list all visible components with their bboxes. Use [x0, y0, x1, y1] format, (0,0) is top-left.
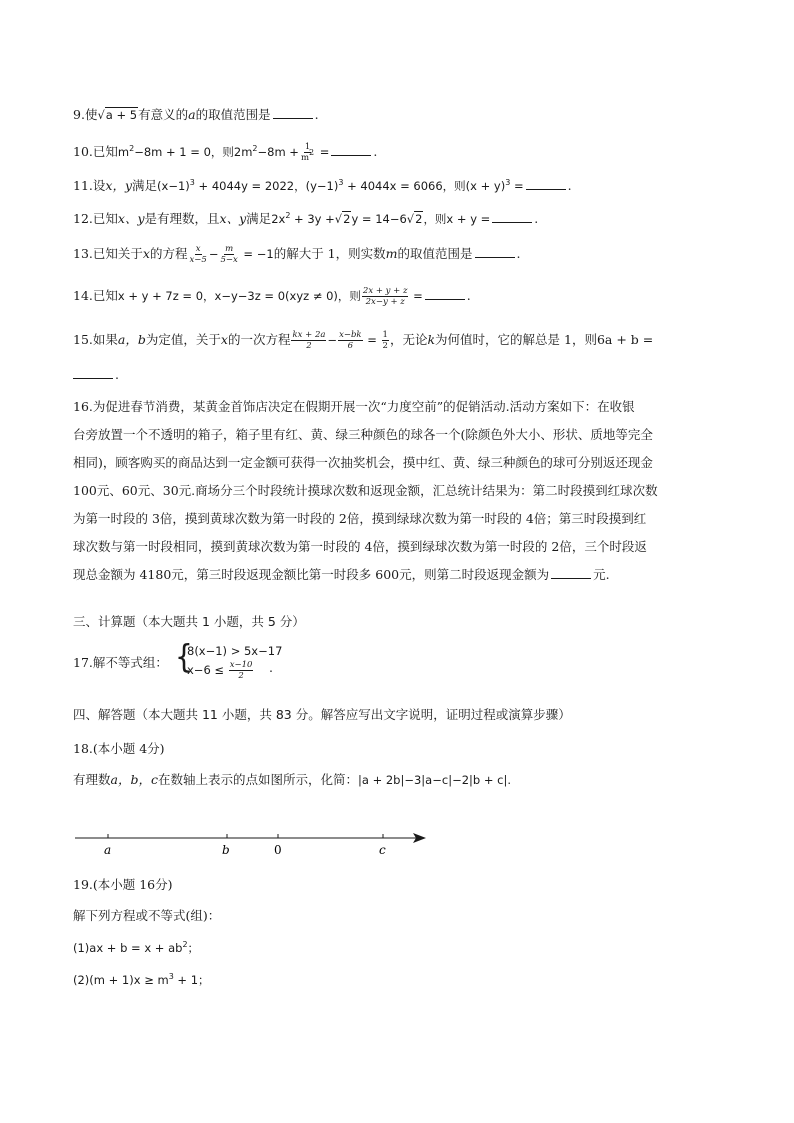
answer-blank[interactable] — [526, 177, 566, 190]
question-11: 11.设x，y满足$(x-1)^3 + 4044y = 2022$，$(y-1)^3 + 4044x = 6066$，则$(x + y)^3$ = . — [73, 178, 572, 193]
answer-blank[interactable] — [273, 106, 313, 119]
question-13: 13.已知关于x的方程 $\frac{x}{x-5}$ − $\frac{m}{5-x}$ = −1的解大于 1，则实数m的取值范围是 . — [73, 244, 521, 265]
answer-blank[interactable] — [492, 210, 532, 223]
question-9: 9.使√a + 5有意义的a的取值范围是 . — [73, 107, 319, 122]
answer-blank[interactable] — [425, 287, 465, 300]
fraction: $\frac{x-10}{2}$ — [229, 660, 253, 681]
fraction: $\frac{1}{2}$ — [382, 330, 388, 351]
question-16: 16.为促进春节消费，某黄金首饰店决定在假期开展一次“力度空前”的促销活动.活动方案如下：在收银 台旁放置一个不透明的箱子，箱子里有红、黄、绿三种颜色的球各一个(除颜色外大小、形状、质地等完全 相同)，顾客购买的商品达到一定金额可获得一次抽奖机会，摸中红、黄、绿三种颜色的球可分别返还现金 100元、60元、30元.商场分三个时段统计摸球次数和返现金额，汇总统计结果为：第二时段摸到红球次数 为第一时段的 3倍，摸到黄球次数为第一时段的 2倍，摸到绿球次数为第一时段的 4倍；第三时段摸到红 球次数与第一时段相同，摸到黄球次数为第一时段的 4倍，摸到绿球次数为第一时段的 2倍，三个时段返 现总金额为 4180元，第三时段返现金额比第一时段多 600元，则第二时段返现金额为 元. — [73, 399, 658, 582]
question-19-heading: 19.(本小题 16分) — [73, 877, 173, 892]
question-19-part-1: $(1)ax + b = x + ab^2$； — [73, 940, 200, 955]
label-0: 0 — [274, 843, 282, 857]
fraction: $\frac{kx + 2a}{2}$ — [292, 330, 326, 351]
exam-page: 9.使√a + 5有意义的a的取值范围是 . 10.已知$m^2-8m + 1 = 0$，则$2m^2-8m$ + $\frac{1}{m^2}$ = . 11.设x，y满足$(x-1)^3 + 4044y = 2022$，$(y-1)^3 + 4044x = 6066$，则$(x + y)^3$ = . 12.已知x、y是有理数，且x、y满足$2x^2 + 3y +√2y = 14-6√2$，则x + y = . 13.已知关于x的方程 $\frac{x}{x-5}$ − $\frac{m}{5-x}$ = −1的解大于 1，则实数m的取值范围是 . 14.已知x + y + 7z = 0，x−y−3z = 0(xyz ≠ 0)，则 $\frac{2x + y + z}{2x-y + z}$ = . 15.如果a，b为定值，关于x的一次方程 $\frac{kx + 2a}{2}$ − $\frac{x-bk}{6}$ = $\frac{1}{2}$ ，无论k为何值时，它的解总是 1，则6a + b = . 16.为促进春节消费，某黄金首饰店决定在假期开展一次“力度空前”的促销活动.活动方案如下：在收银 台旁放置一个不透明的箱子，箱子里有红、黄、绿三种颜色的球各一个(除颜色外大小、形状、质地等完全 相同)，顾客购买的商品达到一定金额可获得一次抽奖机会，摸中红、黄、绿三种颜色的球可分别返还现金 100元、60元、30元.商场分三个时段统计摸球次数和返现金额，汇总统计结果为：第二时段摸到红球次数 为第一时段的 3倍，摸到黄球次数为第一时段的 2倍，摸到绿球次数为第一时段的 4倍；第三时段摸到红 球次数与第一时段相同，摸到黄球次数为第一时段的 4倍，摸到绿球次数为第一时段的 2倍，三个时段返 现总金额为 4180元，第三时段返现金额比第一时段多 600元，则第二时段返现金额为 元. 三、计算题（本大题共 1 小题，共 5 分） 17.解不等式组： { 8(x−1) > 5x−17 x−6 ≤ $\frac{x-10}{2}$ . 四、解答题（本大题共 11 小题，共 83 分。解答应写出文字说明，证明过程或演算步骤） 18.(本小题 4分) 有理数a，b，c在数轴上表示的点如图所示，化简：|a + 2b|−3|a−c|−2|b + c|. a b 0 c 19.(本小题 16分) 解下列方程或不等式(组)： $(1)ax + b = x + ab^2$； $(2)(m + 1)x \ge m^3 + 1$； — [0, 0, 794, 1123]
question-15: 15.如果a，b为定值，关于x的一次方程 $\frac{kx + 2a}{2}$ − $\frac{x-bk}{6}$ = $\frac{1}{2}$ ，无论k为何值时，它的解总是 1，则6a + b = — [73, 330, 654, 351]
label-a: a — [104, 843, 112, 857]
section-3-heading: 三、计算题（本大题共 1 小题，共 5 分） — [73, 614, 305, 629]
fraction: $\frac{2x + y + z}{2x-y + z}$ — [362, 286, 408, 307]
sqrt-expression: √a + 5 — [97, 108, 138, 122]
fraction: $\frac{x-bk}{6}$ — [339, 330, 362, 351]
answer-blank[interactable] — [551, 566, 591, 579]
question-18: 有理数a，b，c在数轴上表示的点如图所示，化简：|a + 2b|−3|a−c|−2|b + c|. — [73, 772, 511, 787]
question-12: 12.已知x、y是有理数，且x、y满足$2x^2 + 3y +√2y = 14-6√2$，则x + y = . — [73, 211, 539, 226]
question-19-part-2: $(2)(m + 1)x \ge m^3 + 1$； — [73, 972, 210, 987]
section-4-heading: 四、解答题（本大题共 11 小题，共 83 分。解答应写出文字说明，证明过程或演算步骤） — [73, 707, 571, 722]
fraction: $\frac{m}{5-x}$ — [220, 244, 238, 265]
question-19-intro: 解下列方程或不等式(组)： — [73, 908, 221, 923]
answer-blank[interactable] — [73, 366, 113, 379]
question-15-blank-line: . — [73, 366, 119, 383]
question-10: 10.已知$m^2-8m + 1 = 0$，则$2m^2-8m$ + $\frac{1}{m^2}$ = . — [73, 142, 378, 163]
system-brace: { — [175, 637, 193, 676]
answer-blank[interactable] — [475, 245, 515, 258]
number-line — [70, 826, 430, 858]
question-18-heading: 18.(本小题 4分) — [73, 741, 165, 756]
fraction: $\frac{x}{x-5}$ — [189, 244, 207, 265]
question-14: 14.已知x + y + 7z = 0，x−y−3z = 0(xyz ≠ 0)，则 $\frac{2x + y + z}{2x-y + z}$ = . — [73, 286, 471, 307]
label-c: c — [379, 843, 386, 857]
answer-blank[interactable] — [331, 143, 371, 156]
label-b: b — [222, 843, 230, 857]
fraction: $\frac{1}{m^2}$ — [300, 142, 315, 163]
